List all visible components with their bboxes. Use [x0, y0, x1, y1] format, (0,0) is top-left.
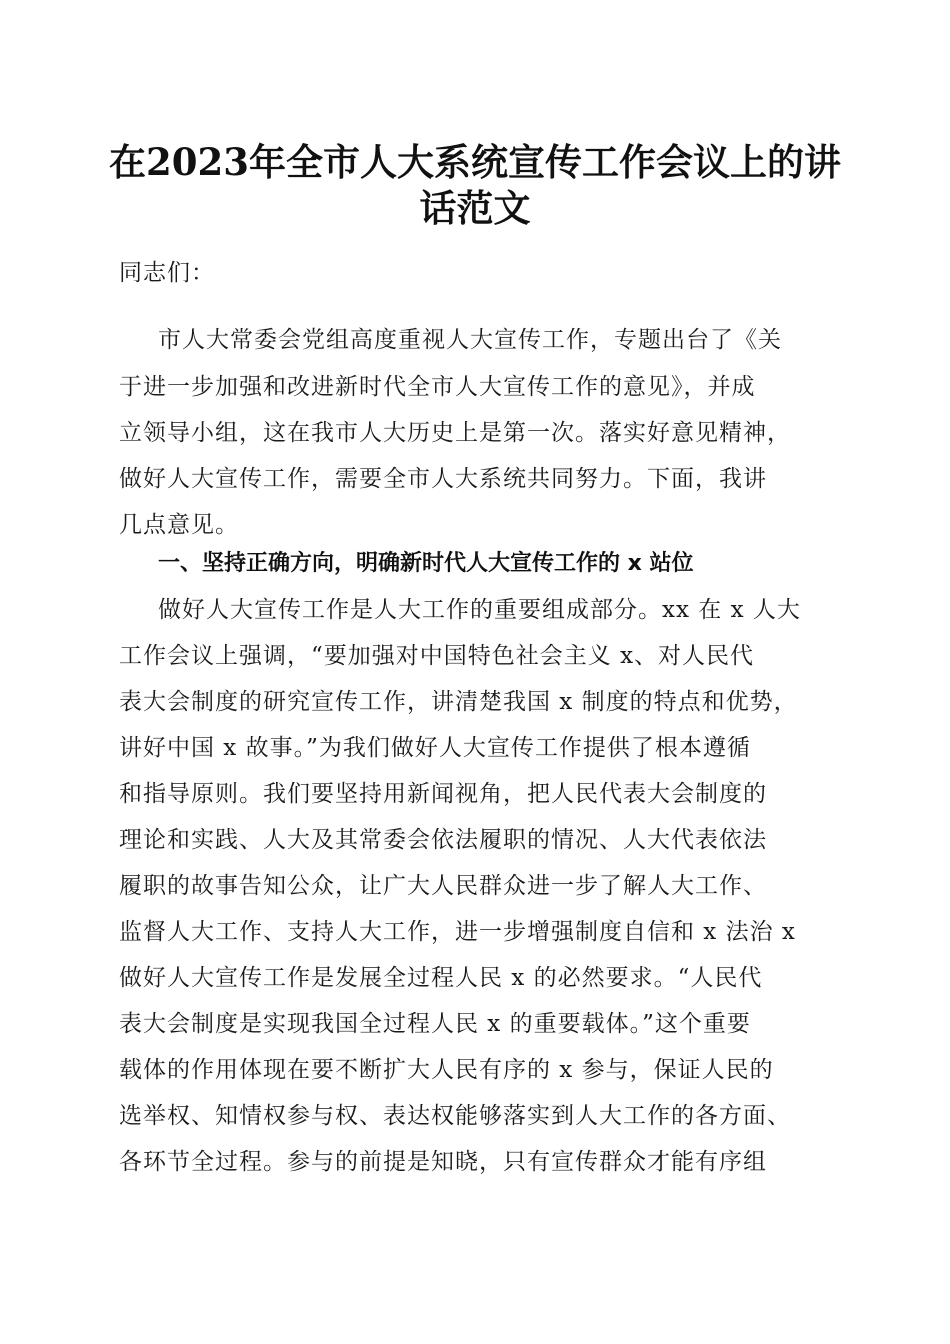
- section1-heading: 一、坚持正确方向，明确新时代人大宣传工作的 x 站位: [158, 551, 694, 576]
- paragraph2-line3: 表大会制度的研究宣传工作，讲清楚我国 x 制度的特点和优势，: [119, 689, 798, 715]
- salutation: 同志们：: [119, 260, 215, 286]
- paragraph1-line1: 市人大常委会党组高度重视人大宣传工作，专题出台了《关: [158, 327, 782, 353]
- paragraph2-line12: 选举权、知情权参与权、表达权能够落实到人大工作的各方面、: [119, 1103, 791, 1129]
- document-title-line2: 话范文: [419, 186, 531, 230]
- paragraph1-line5: 几点意见。: [119, 512, 239, 538]
- paragraph2-line2: 工作会议上强调，“要加强对中国特色社会主义 x、对人民代: [119, 643, 755, 669]
- paragraph2-line5: 和指导原则。我们要坚持用新闻视角，把人民代表大会制度的: [119, 781, 767, 807]
- paragraph2-line10: 表大会制度是实现我国全过程人民 x 的重要载体。”这个重要: [119, 1011, 751, 1037]
- paragraph2-line9: 做好人大宣传工作是发展全过程人民 x 的必然要求。“人民代: [119, 965, 763, 991]
- paragraph2-line4: 讲好中国 x 故事。”为我们做好人大宣传工作提供了根本遵循: [119, 735, 751, 761]
- paragraph1-line3: 立领导小组，这在我市人大历史上是第一次。落实好意见精神，: [119, 420, 791, 446]
- paragraph2-line1: 做好人大宣传工作是人大工作的重要组成部分。xx 在 x 人大: [158, 597, 801, 623]
- paragraph2-line11: 载体的作用体现在要不断扩大人民有序的 x 参与，保证人民的: [119, 1057, 774, 1083]
- document-title-line1: 在2023年全市人大系统宣传工作会议上的讲: [109, 140, 841, 184]
- paragraph1-line2: 于进一步加强和改进新时代全市人大宣传工作的意见》，并成: [119, 374, 756, 400]
- paragraph2-line6: 理论和实践、人大及其常委会依法履职的情况、人大代表依法: [119, 827, 767, 853]
- paragraph2-line7: 履职的故事告知公众，让广大人民群众进一步了解人大工作、: [119, 873, 767, 899]
- paragraph1-line4: 做好人大宣传工作，需要全市人大系统共同努力。下面，我讲: [119, 466, 767, 492]
- paragraph2-line13: 各环节全过程。参与的前提是知晓，只有宣传群众才能有序组: [119, 1149, 767, 1175]
- paragraph2-line8: 监督人大工作、支持人大工作，进一步增强制度自信和 x 法治 x: [119, 919, 796, 945]
